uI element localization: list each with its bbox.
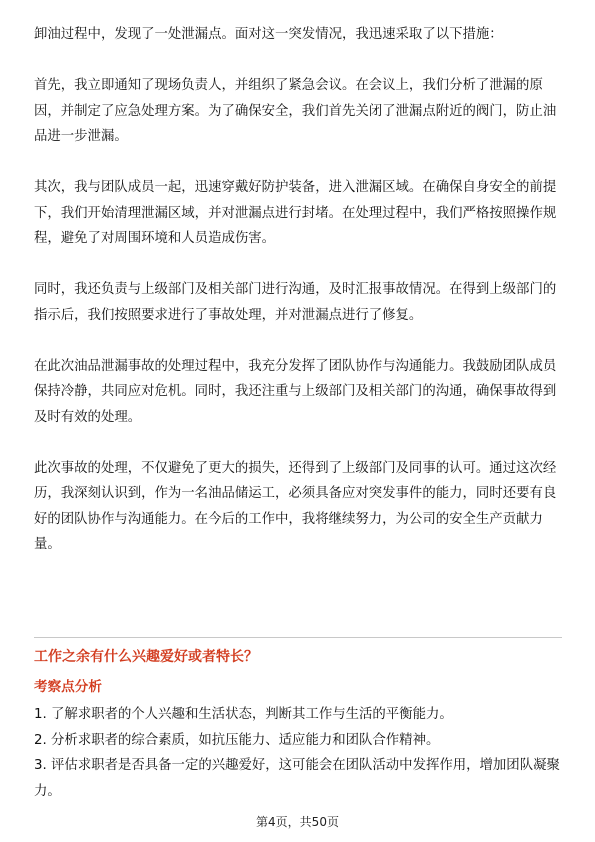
list-item: 3. 评估求职者是否具备一定的兴趣爱好，这可能会在团队活动中发挥作用，增加团队凝聚力。 xyxy=(34,758,560,799)
analysis-list xyxy=(34,702,562,804)
list-item: 2. 分析求职者的综合素质，如抗压能力、适应能力和团队合作精神。 xyxy=(34,732,440,748)
paragraph: 卸油过程中，发现了一处泄漏点。面对这一突发情况，我迅速采取了以下措施： xyxy=(34,27,503,42)
list-item: 1. 了解求职者的个人兴趣和生活状态，判断其工作与生活的平衡能力。 xyxy=(34,707,453,722)
question-title: 工作之余有什么兴趣爱好或者特长？ xyxy=(34,649,258,665)
paragraph: 其次，我与团队成员一起，迅速穿戴好防护装备，进入泄漏区域。在确保自身安全的前提下，我们开始清理泄漏区域，并对泄漏点进行封堵。在处理过程中，我们严格按照操作规程，避免了对周围环境和人员造成伤害。 xyxy=(34,180,557,246)
page-number: 第4页，共50页 xyxy=(256,815,339,829)
paragraph: 在此次油品泄漏事故的处理过程中，我充分发挥了团队协作与沟通能力。我鼓励团队成员保持冷静，共同应对危机。同时，我还注重与上级部门及相关部门的沟通，确保事故得到及时有效的处理。 xyxy=(34,358,557,425)
analysis-heading: 考察点分析 xyxy=(34,679,102,695)
paragraph: 同时，我还负责与上级部门及相关部门进行沟通，及时汇报事故情况。在得到上级部门的指示后，我们按照要求进行了事故处理，并对泄漏点进行了修复。 xyxy=(34,282,557,323)
section-divider xyxy=(34,637,562,638)
paragraph: 此次事故的处理，不仅避免了更大的损失，还得到了上级部门及同事的认可。通过这次经历，我深刻认识到，作为一名油品储运工，必须具备应对突发事件的能力，同时还要有良好的团队协作与沟通能力。在今后的工作中，我将继续努力，为公司的安全生产贡献力量。 xyxy=(34,460,557,552)
paragraph: 首先，我立即通知了现场负责人，并组织了紧急会议。在会议上，我们分析了泄漏的原因，并制定了应急处理方案。为了确保安全，我们首先关闭了泄漏点附近的阀门，防止油品进一步泄漏。 xyxy=(34,78,557,144)
answer-body xyxy=(34,22,562,558)
